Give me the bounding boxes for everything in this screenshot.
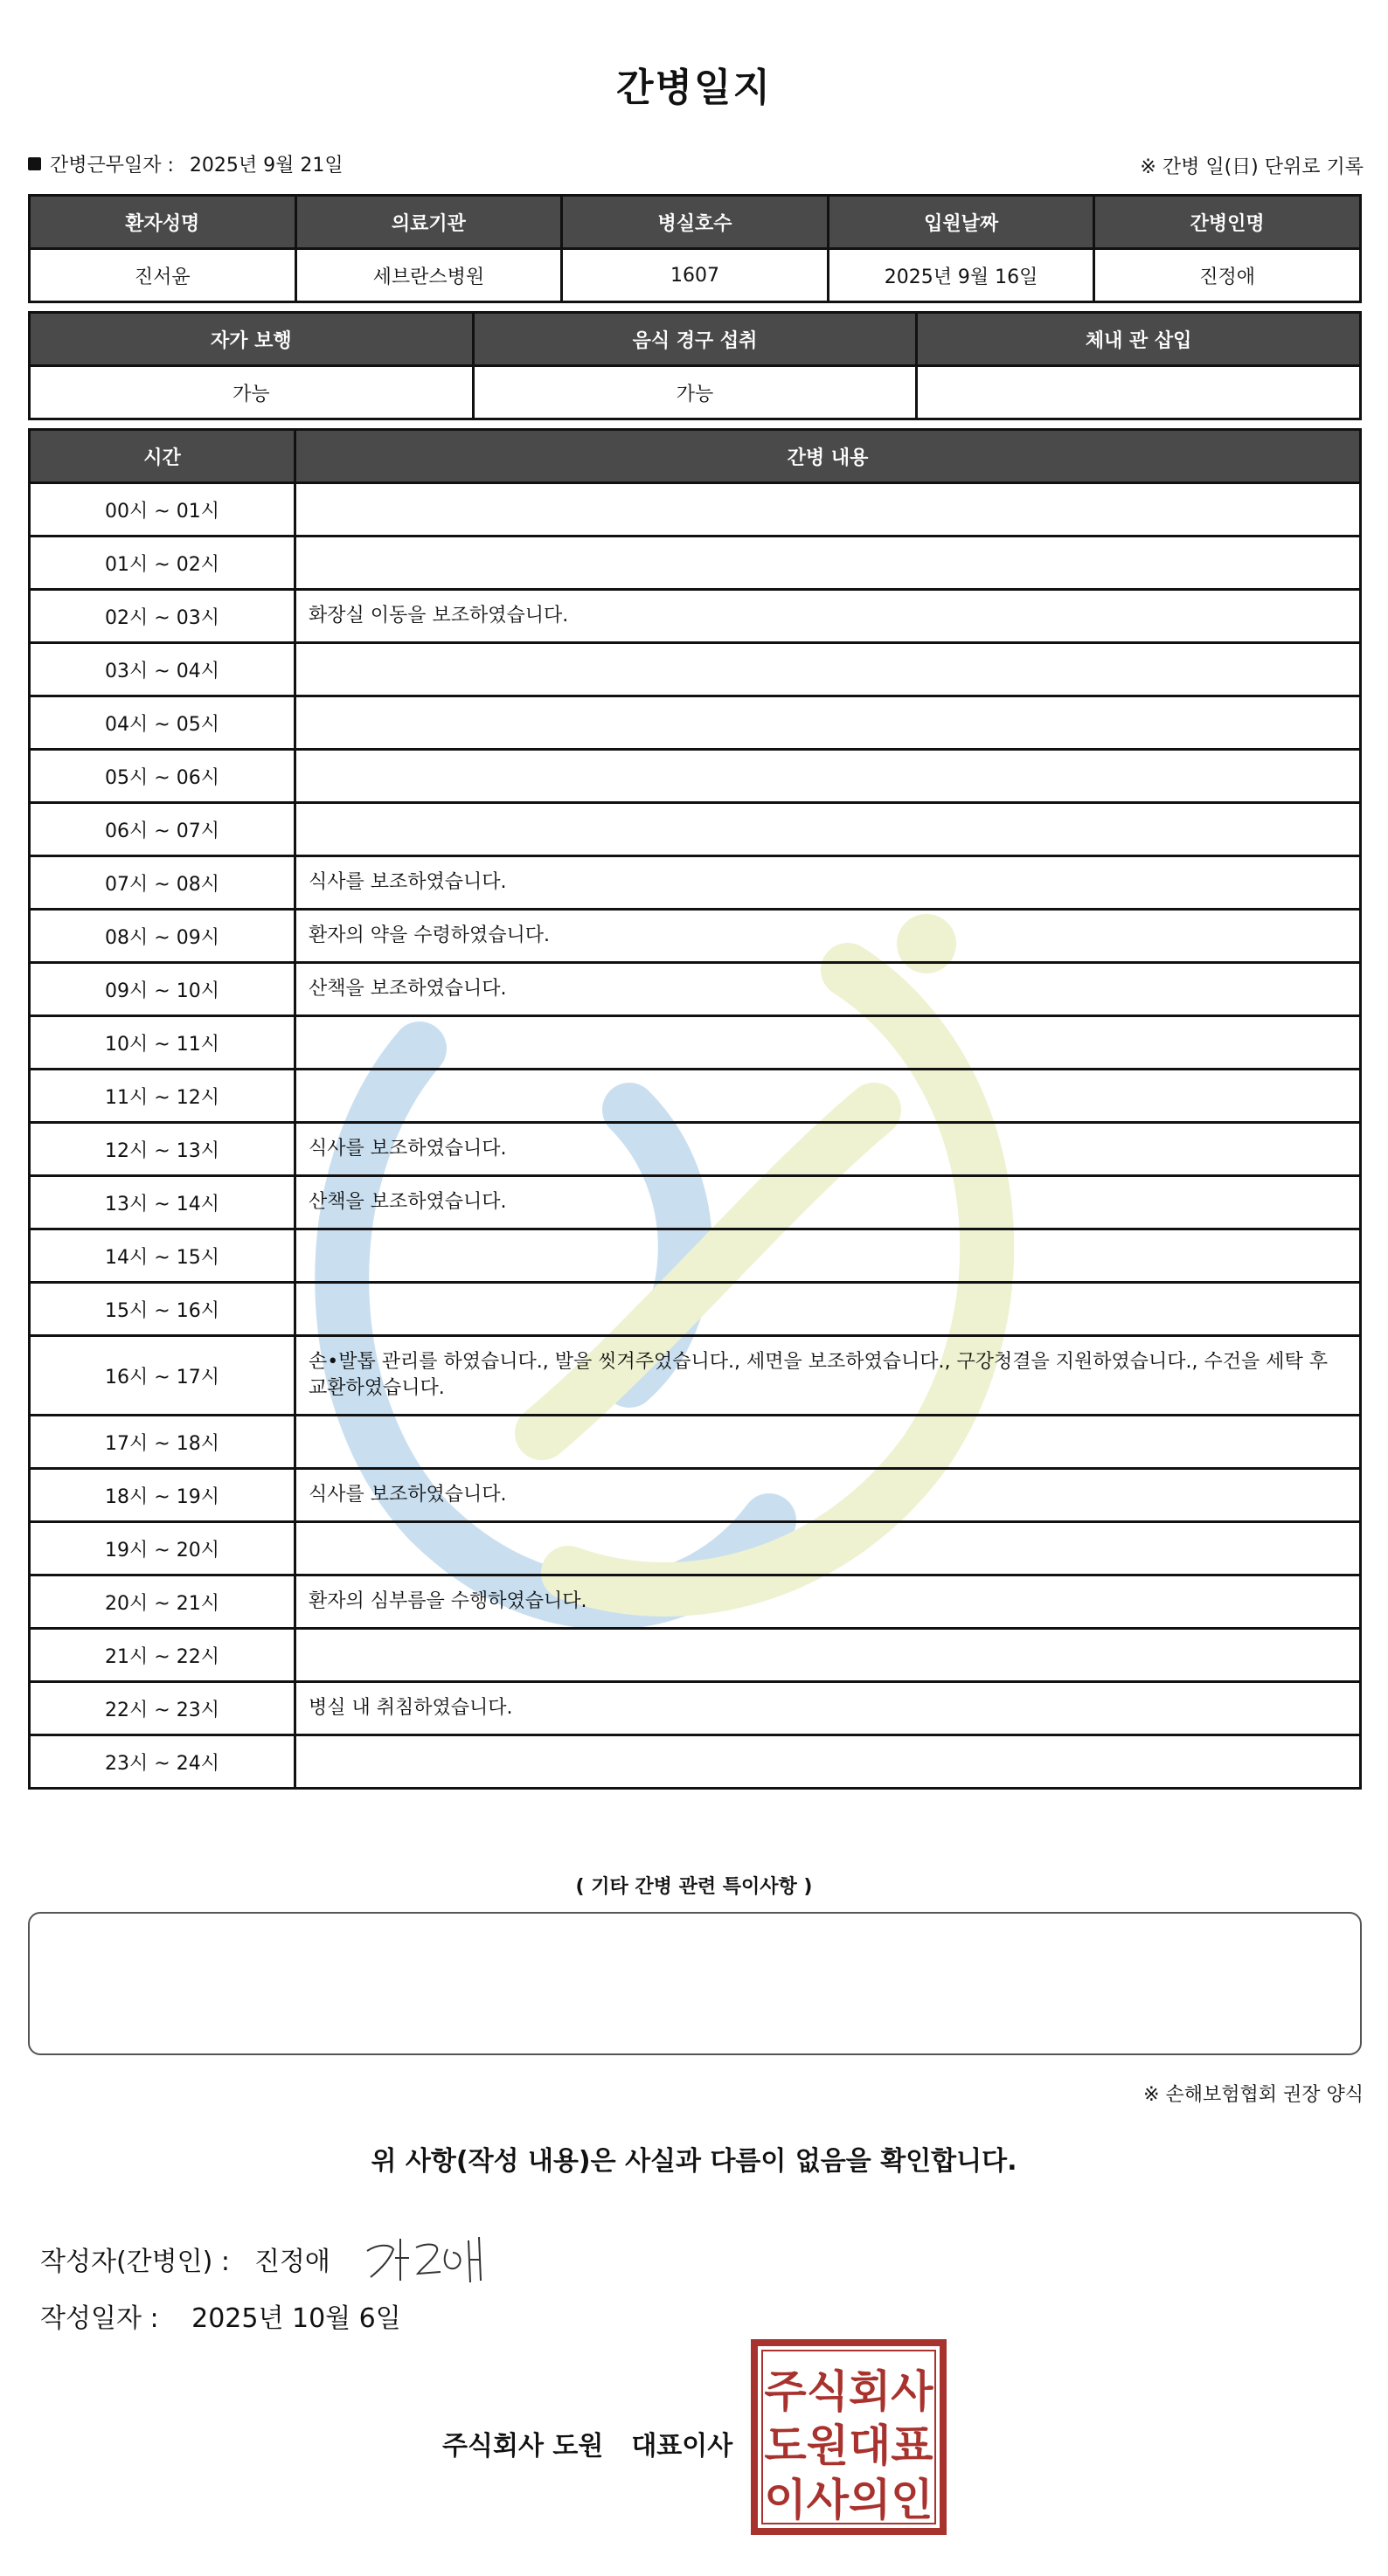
care-log-row [30, 537, 1361, 590]
header-room-number: 병실호수 [562, 196, 829, 249]
care-log-time: 14시 ~ 15시 [30, 1229, 295, 1283]
care-log-row [30, 1522, 1361, 1575]
care-log-row [30, 1123, 1361, 1176]
care-log-time: 00시 ~ 01시 [30, 483, 295, 537]
patient-status-table [28, 311, 1362, 420]
care-log-note [295, 643, 1361, 696]
care-log-row [30, 483, 1361, 537]
care-log-note: 병실 내 취침하였습니다. [295, 1682, 1361, 1735]
care-log-row [30, 1176, 1361, 1229]
hospital-name: 세브란스병원 [295, 249, 562, 302]
care-log-row [30, 1016, 1361, 1070]
care-log-note [295, 1416, 1361, 1469]
care-log-body [30, 483, 1361, 1789]
oral-intake-value: 가능 [473, 366, 917, 419]
care-log-row [30, 856, 1361, 910]
kfb-form-note: ※ 손해보험협회 권장 양식 [1143, 2084, 1364, 2106]
care-log-time: 12시 ~ 13시 [30, 1123, 295, 1176]
caregiver-name: 진정애 [1094, 249, 1361, 302]
care-log-note [295, 483, 1361, 537]
company-line [442, 2424, 732, 2462]
care-log-note [295, 1735, 1361, 1789]
care-log-note: 식사를 보조하였습니다. [295, 1123, 1361, 1176]
company-name: 주식회사 도원 [442, 2431, 604, 2462]
care-log-row [30, 1735, 1361, 1789]
care-log-time: 21시 ~ 22시 [30, 1629, 295, 1682]
care-log-time: 15시 ~ 16시 [30, 1283, 295, 1336]
care-log-time: 10시 ~ 11시 [30, 1016, 295, 1070]
care-log-time: 18시 ~ 19시 [30, 1469, 295, 1522]
care-log-time: 23시 ~ 24시 [30, 1735, 295, 1789]
admission-date: 2025년 9월 16일 [828, 249, 1094, 302]
header-patient-name: 환자성명 [30, 196, 296, 249]
care-log-time: 16시 ~ 17시 [30, 1336, 295, 1416]
company-seal [750, 2338, 947, 2536]
care-log-note: 산책을 보조하였습니다. [295, 1176, 1361, 1229]
bullet-square-icon [28, 157, 41, 170]
care-log-time: 20시 ~ 21시 [30, 1575, 295, 1629]
care-log-note [295, 1070, 1361, 1123]
care-log-row [30, 1336, 1361, 1416]
writer-row [40, 2228, 509, 2289]
care-log-row [30, 1682, 1361, 1735]
header-caregiver-name: 간병인명 [1094, 196, 1361, 249]
header-time: 시간 [30, 430, 295, 483]
care-log-row [30, 910, 1361, 963]
care-log-row [30, 696, 1361, 750]
care-log-row [30, 1575, 1361, 1629]
care-log-time: 19시 ~ 20시 [30, 1522, 295, 1575]
written-date-value: 2025년 10월 6일 [191, 2303, 401, 2334]
care-log-row [30, 643, 1361, 696]
care-log-header-row [30, 430, 1361, 483]
remarks-box [28, 1912, 1362, 2055]
header-self-walking: 자가 보행 [30, 313, 474, 366]
care-log-row [30, 1283, 1361, 1336]
header-care-content: 간병 내용 [295, 430, 1361, 483]
care-log-row [30, 1229, 1361, 1283]
work-date-label: 간병근무일자 : [50, 155, 174, 177]
care-log-note: 환자의 심부름을 수행하였습니다. [295, 1575, 1361, 1629]
care-log-time: 05시 ~ 06시 [30, 750, 295, 803]
care-log-time: 07시 ~ 08시 [30, 856, 295, 910]
care-log-note: 산책을 보조하였습니다. [295, 963, 1361, 1016]
care-log-note: 환자의 약을 수령하였습니다. [295, 910, 1361, 963]
handwritten-signature [360, 2228, 509, 2289]
svg-text:이사의인: 이사의인 [764, 2475, 933, 2525]
care-log-table [28, 428, 1362, 1790]
care-log-time: 02시 ~ 03시 [30, 590, 295, 643]
care-log-time: 09시 ~ 10시 [30, 963, 295, 1016]
care-log-row [30, 590, 1361, 643]
care-log-note [295, 1283, 1361, 1336]
writer-label: 작성자(간병인) : [40, 2247, 230, 2277]
care-log-time: 17시 ~ 18시 [30, 1416, 295, 1469]
patient-info-table [28, 194, 1362, 303]
care-log-note: 화장실 이동을 보조하였습니다. [295, 590, 1361, 643]
patient-status-value-row [30, 366, 1361, 419]
care-log-row [30, 803, 1361, 856]
svg-text:주식회사: 주식회사 [764, 2366, 933, 2417]
patient-info-header-row [30, 196, 1361, 249]
care-log-note: 손•발톱 관리를 하였습니다., 발을 씻겨주었습니다., 세면을 보조하였습니다., 구강청결을 지원하였습니다., 수건을 세탁 후 교환하였습니다. [295, 1336, 1361, 1416]
care-log-note: 식사를 보조하였습니다. [295, 856, 1361, 910]
care-log-row [30, 750, 1361, 803]
writer-name: 진정애 [253, 2247, 330, 2277]
care-log-row [30, 1629, 1361, 1682]
care-log-time: 04시 ~ 05시 [30, 696, 295, 750]
care-log-note [295, 1522, 1361, 1575]
care-log-note: 식사를 보조하였습니다. [295, 1469, 1361, 1522]
care-log-row [30, 963, 1361, 1016]
room-number: 1607 [562, 249, 829, 302]
care-log-note [295, 537, 1361, 590]
remarks-title: ( 기타 간병 관련 특이사항 ) [575, 1876, 813, 1898]
written-date-row [40, 2296, 401, 2335]
page-title: 간병일지 [615, 66, 772, 110]
care-log-note [295, 750, 1361, 803]
confirmation-statement: 위 사항(작성 내용)은 사실과 다름이 없음을 확인합니다. [371, 2146, 1017, 2177]
care-log-row [30, 1416, 1361, 1469]
care-log-note [295, 696, 1361, 750]
header-oral-intake: 음식 경구 섭취 [473, 313, 917, 366]
care-log-note [295, 803, 1361, 856]
care-log-row [30, 1469, 1361, 1522]
work-date-value: 2025년 9월 21일 [189, 155, 344, 177]
care-log-time: 11시 ~ 12시 [30, 1070, 295, 1123]
care-log-time: 06시 ~ 07시 [30, 803, 295, 856]
header-hospital: 의료기관 [295, 196, 562, 249]
ceo-title: 대표이사 [631, 2431, 733, 2462]
self-walking-value: 가능 [30, 366, 474, 419]
work-date-row [28, 150, 344, 177]
header-tube-insertion: 체내 관 삽입 [917, 313, 1361, 366]
tube-insertion-value [917, 366, 1361, 419]
care-log-time: 01시 ~ 02시 [30, 537, 295, 590]
svg-text:도원대표: 도원대표 [764, 2420, 933, 2471]
patient-name: 진서윤 [30, 249, 296, 302]
care-log-time: 22시 ~ 23시 [30, 1682, 295, 1735]
header-admission-date: 입원날짜 [828, 196, 1094, 249]
daily-record-note: ※ 간병 일(日) 단위로 기록 [1140, 156, 1364, 178]
patient-info-value-row [30, 249, 1361, 302]
care-log-time: 03시 ~ 04시 [30, 643, 295, 696]
care-log-time: 13시 ~ 14시 [30, 1176, 295, 1229]
care-log-time: 08시 ~ 09시 [30, 910, 295, 963]
care-log-row [30, 1070, 1361, 1123]
care-log-note [295, 1229, 1361, 1283]
patient-status-header-row [30, 313, 1361, 366]
written-date-label: 작성일자 : [40, 2303, 159, 2334]
care-log-note [295, 1629, 1361, 1682]
care-log-note [295, 1016, 1361, 1070]
